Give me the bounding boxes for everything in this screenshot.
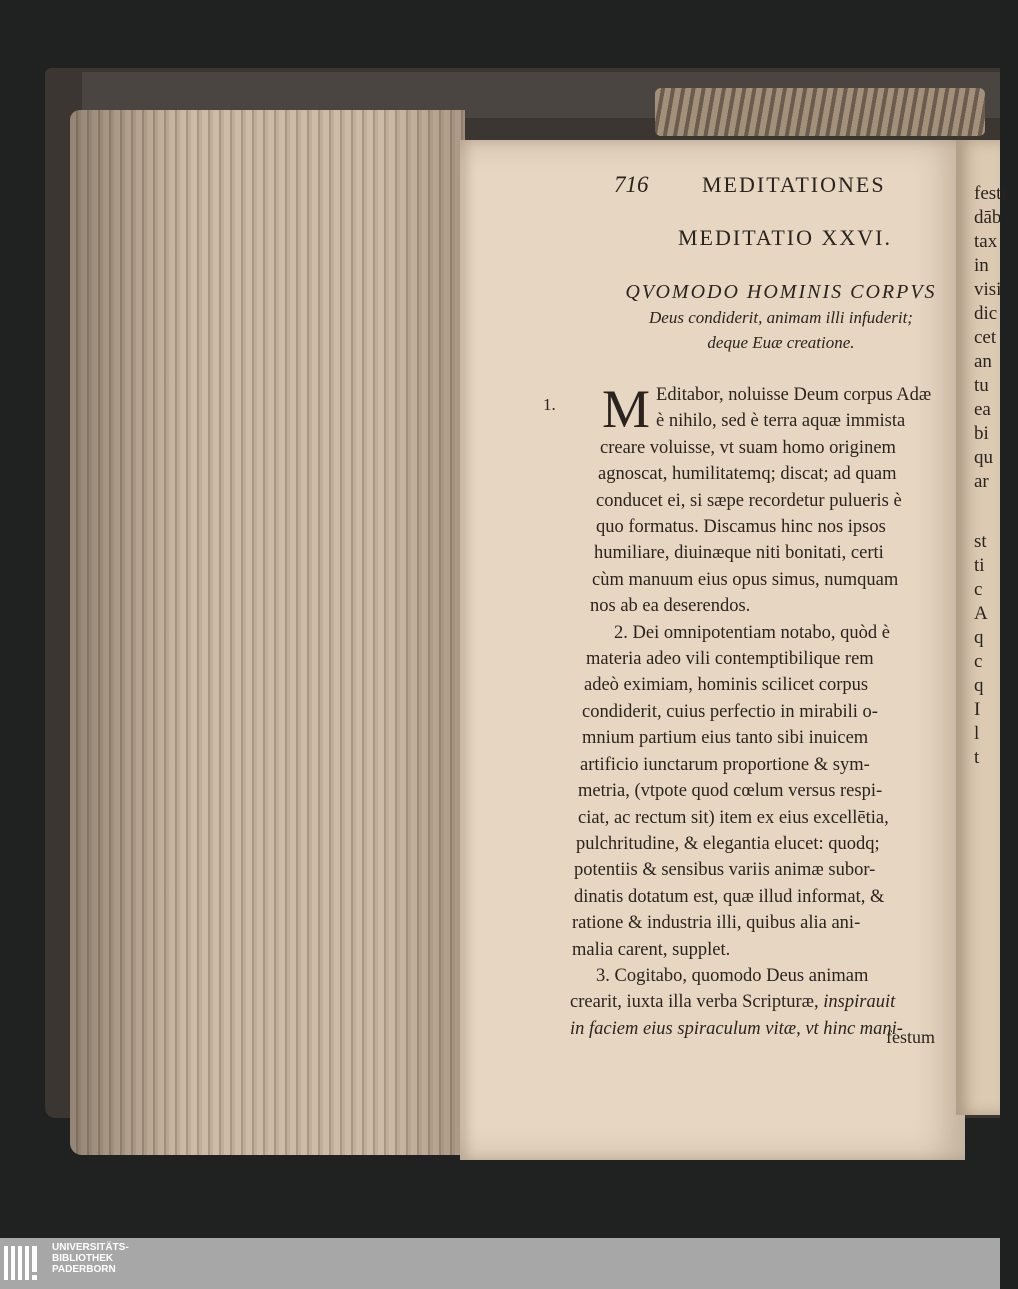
facing-page-fragment: tax	[974, 231, 998, 252]
facing-page-fragment: visi	[974, 279, 1002, 300]
facing-page-fragment: an	[974, 351, 992, 372]
text-line: artificio iunctarum proportione & sym-	[580, 754, 870, 775]
text-line: cùm manuum eius opus simus, numquam	[592, 569, 899, 590]
facing-page-fragment: ea	[974, 399, 991, 420]
subtitle-line: QVOMODO HOMINIS CORPVS	[625, 281, 937, 303]
facing-page-fragment: festi	[974, 183, 1007, 204]
text-line: potentiis & sensibus variis animæ subor-	[574, 860, 876, 881]
text-line: condiderit, cuius perfectio in mirabili o-	[582, 701, 878, 722]
text-line: agnoscat, humilitatemq; discat; ad quam	[598, 464, 897, 485]
text-span: crearit, iuxta illa verba Scripturæ,	[570, 992, 819, 1013]
facing-page-fragment: bi	[974, 423, 989, 444]
facing-page-fragment: A	[974, 603, 988, 624]
facing-page	[956, 140, 1007, 1115]
text-line: pulchritudine, & elegantia elucet: quodq;	[576, 833, 880, 854]
facing-page-fragment: dic	[974, 303, 998, 324]
subtitle-line: deque Euæ creatione.	[707, 333, 855, 352]
text-line: humiliare, diuinæque niti bonitati, certi	[594, 543, 884, 564]
text-line: adeò eximiam, hominis scilicet corpus	[584, 675, 869, 696]
library-name-line: UNIVERSITÄTS-	[52, 1242, 129, 1253]
facing-page-fragment: q	[974, 627, 984, 648]
chapter-subtitle	[600, 280, 962, 355]
page-number: 716	[614, 172, 649, 197]
facing-page-fragment: qu	[974, 447, 993, 468]
facing-page-fragment: q	[974, 675, 984, 696]
library-name	[52, 1242, 129, 1275]
facing-page-fragment: ti	[974, 555, 985, 576]
facing-page-fragment: cet	[974, 327, 997, 348]
library-footer	[0, 1238, 1000, 1289]
body-text	[570, 379, 955, 1042]
library-name-line: BIBLIOTHEK	[52, 1253, 114, 1264]
library-logo-icon	[4, 1242, 44, 1282]
text-line: creare voluisse, vt suam homo originem	[600, 437, 896, 458]
facing-page-fragment	[974, 494, 1018, 518]
facing-page-fragment: t	[974, 747, 980, 768]
library-name-line: PADERBORN	[52, 1264, 116, 1275]
facing-page-fragment: c	[974, 651, 983, 672]
text-line: ratione & industria illi, quibus alia ani-	[572, 913, 861, 934]
paragraph-1	[570, 379, 955, 620]
text-line: metria, (vtpote quod cœlum versus respi-	[578, 781, 883, 802]
text-line: mnium partium eius tanto sibi inuicem	[582, 728, 869, 749]
headband	[655, 88, 985, 136]
text-line	[570, 989, 955, 1015]
text-line: 3. Cogitabo, quomodo Deus animam	[596, 965, 869, 986]
text-line: ciat, ac rectum sit) item ex eius excellētia,	[578, 807, 889, 828]
text-line: dinatis dotatum est, quæ illud informat, &	[574, 886, 885, 907]
facing-page-fragment: c	[974, 579, 983, 600]
facing-page-fragment: tu	[974, 375, 989, 396]
facing-page-fragment: in	[974, 255, 989, 276]
text-line: 2. Dei omnipotentiam notabo, quòd è	[614, 622, 890, 643]
marginal-number: 1.	[543, 395, 556, 414]
facing-page-fragment: ar	[974, 471, 989, 492]
facing-page-fragment: l	[974, 723, 980, 744]
text-line: malia carent, supplet.	[572, 939, 731, 960]
facing-page-fragment: dāb	[974, 207, 1002, 228]
text-line: Editabor, noluisse Deum corpus Adæ	[656, 385, 932, 405]
catchword: festum	[886, 1027, 935, 1047]
facing-page-fragment: st	[974, 531, 987, 552]
text-line: nos ab ea deserendos.	[590, 596, 751, 617]
running-head: MEDITATIONES	[702, 172, 886, 197]
text-span-italic: inspirauit	[823, 992, 896, 1013]
text-line: quo formatus. Discamus hinc nos ipsos	[596, 517, 886, 538]
drop-cap: M	[602, 379, 651, 439]
text-line: è nihilo, sed è terra aquæ immista	[656, 411, 906, 432]
subtitle-line: Deus condiderit, animam illi infuderit;	[649, 308, 913, 327]
meditation-title: MEDITATIO XXVI.	[678, 225, 892, 250]
text-line: conducet ei, si sæpe recordetur pulueris è	[596, 490, 902, 511]
paragraph-2	[570, 620, 955, 963]
text-line: in faciem eius spiraculum vitæ, vt hinc mani-	[570, 1018, 903, 1039]
page-edges	[70, 110, 465, 1155]
text-line: materia adeo vili contemptibilique rem	[586, 649, 874, 670]
facing-page-fragment: I	[974, 699, 981, 720]
